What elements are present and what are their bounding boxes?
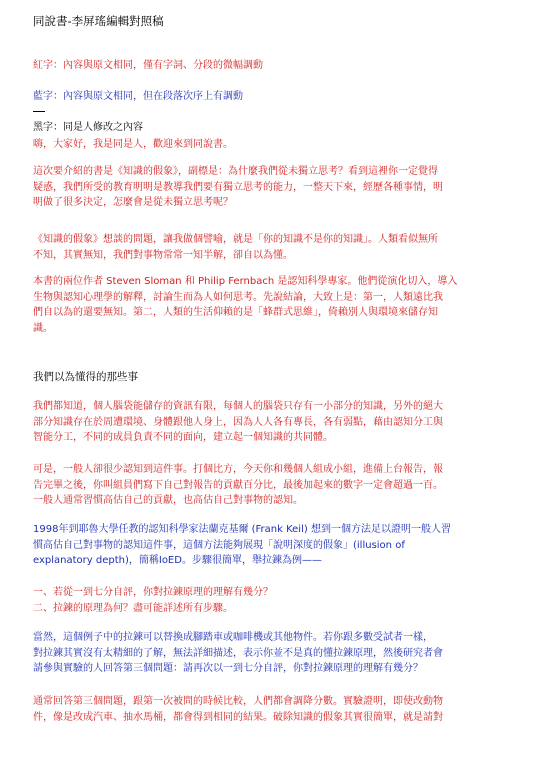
paragraph-rating-drop: 通常回答第三個問題，跟第一次被問的時候比較，人們都會調降分數。實驗證明，即使改動物 件，像是改成汽車、抽水馬桶，都會得到相同的結果。破除知識的假象其實很簡單，就是請對 <box>33 696 443 723</box>
paragraph-greeting: 嗨，大家好，我是同是人，歡迎來到同說書。 <box>33 139 233 150</box>
paragraph-intro: 這次要介紹的書是《知識的假象》，副標是：為什麼我們從未獨立思考？看到這裡你一定覺得 疑惑，我們所受的教育明明是教導我們要有獨立思考的能力，一整天下來，經歷各種事情，明 明做了很多決定，怎麼會是從未獨立思考呢？ <box>33 166 443 208</box>
paragraph-overestimate: 可是，一般人卻很少認知到這件事。打個比方，今天你和幾個人組成小組，進備上台報告，報 告完畢之後，你叫組員們寫下自己對報告的貢獻百分比，最後加起來的數字一定會超過一百。 一般人通常習慣高估自己的貢獻，也高估自己對事物的認知。 <box>33 464 443 506</box>
paragraph-keil: 1998年到耶魯大學任教的認知科學家法蘭克基爾 (Frank Keil) 想到一個方法足以證明一般人習 慣高估自己對事物的認知這件事，這個方法能夠展現「說明深度的假象」(illusion of explanatory depth)，簡稱IoED。步驟很簡單，舉拉鍊為例—— <box>33 524 451 566</box>
section-heading: 我們以為懂得的那些事 <box>33 371 138 383</box>
paragraph-question: 《知識的假象》想談的問題，讓我做個譬喻，就是「你的知識不是你的知識」。人類看似無所 不知，其實無知，我們對事物常常一知半解，卻自以為懂。 <box>33 234 438 261</box>
legend-black: 黑字：同是人修改之內容 <box>33 121 143 133</box>
paragraph-result: 當然，這個例子中的拉鍊可以替換成腳踏車或咖啡機或其他物件。若你跟多數受試者一樣， 對拉鍊其實沒有太精細的了解，無法詳細描述，表示你並不是真的懂拉鍊原理，然後研究者會 請參與實驗的人回答第三個問題：請再次以一到七分自評，你對拉鍊原理的理解有幾分？ <box>33 632 443 674</box>
legend-blue: 藍字：內容與原文相同，但在段落次序上有調動 <box>33 90 243 102</box>
color-legend <box>33 42 525 151</box>
document-title: 同說書-李屏瑤編輯對照稿 <box>33 14 164 28</box>
legend-red: 紅字：內容與原文相同，僅有字詞、分段的微幅調動 <box>33 59 263 71</box>
separator-dash <box>33 111 45 112</box>
paragraph-authors: 本書的兩位作者 Steven Sloman 和 Philip Fernbach 是認知科學專家。他們從演化切入，導入 生物與認知心理學的解釋，討論生而為人如何思考。先說結論，大致上是：第一，人類遠比我 們自以為的還要無知。第二，人類的生活仰賴的是「蜂群式思維」，倚賴別人與環境來儲存知 識。 <box>33 276 458 334</box>
paragraph-brain-limit: 我們都知道，個人腦袋能儲存的資訊有限，每個人的腦袋只存有一小部分的知識，另外的絕大 部分知識存在於周遭環境、身體跟他人身上，因為人人各有專長，各有弱點，藉由認知分工與 智能分工，不同的成員負責不同的面向，建立起一個知識的共同體。 <box>33 401 443 443</box>
paragraph-steps: 一、若從一到七分自評，你對拉鍊原理的理解有幾分？ 二、拉鍊的原理為何？盡可能詳述所有步驟。 <box>33 587 273 614</box>
